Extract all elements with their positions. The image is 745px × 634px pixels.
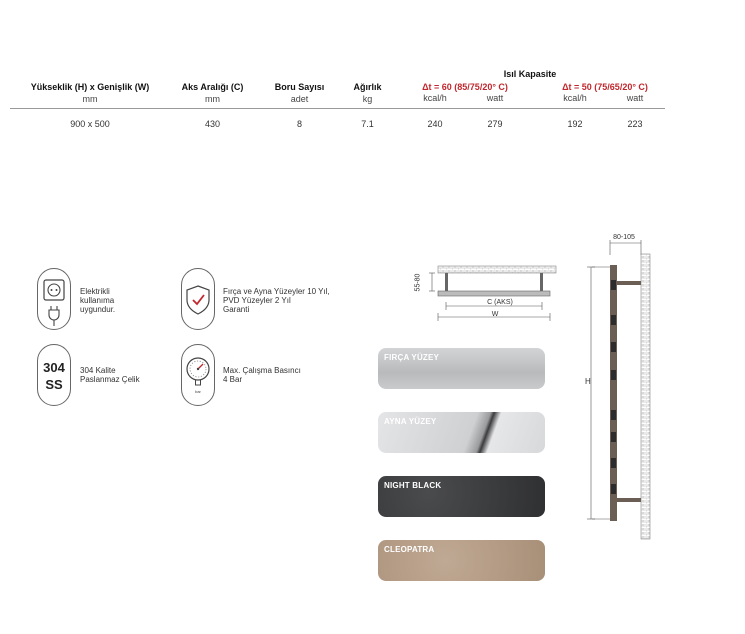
shield-check-icon: [181, 268, 215, 330]
dt50-kcal-unit: kcal/h: [563, 93, 587, 103]
cell-dt60-watt: 279: [487, 119, 503, 129]
feature-steel-text: 304 Kalite Paslanmaz Çelik: [80, 366, 140, 384]
dt60-watt-unit: watt: [486, 93, 504, 103]
finish-mirror-label: AYNA YÜZEY: [384, 417, 437, 426]
col-weight-header: Ağırlık: [353, 82, 382, 92]
dt50-header: Δt = 50 (75/65/20° C): [562, 82, 648, 92]
dim-axis-label: C (AKS): [487, 299, 513, 306]
gauge-unit-label: bar: [195, 389, 201, 394]
col-axis-unit: mm: [205, 94, 220, 104]
feature-pressure-text: Max. Çalışma Basıncı 4 Bar: [223, 366, 301, 384]
col-size-header: Yükseklik (H) x Genişlik (W): [30, 82, 150, 92]
cell-axis: 430: [204, 119, 221, 129]
finish-night-black-label: NIGHT BLACK: [384, 481, 442, 490]
finish-mirror[interactable]: [378, 412, 545, 453]
dim-depth: 80-105: [613, 234, 635, 241]
stainless-304-icon: [37, 344, 71, 406]
table-divider: [10, 108, 665, 109]
socket-icon: [37, 268, 71, 330]
top-view-drawing: [410, 262, 560, 332]
cell-weight: 7.1: [361, 119, 374, 129]
pressure-gauge-icon: [181, 344, 215, 406]
dt50-watt-unit: watt: [626, 93, 644, 103]
finish-cleopatra[interactable]: [378, 540, 545, 581]
col-axis-header: Aks Aralığı (C): [181, 82, 244, 92]
col-weight-unit: kg: [362, 94, 373, 104]
cell-dt60-kcal: 240: [427, 119, 443, 129]
thermal-capacity-header: Isıl Kapasite: [503, 69, 557, 79]
cell-dt50-watt: 223: [627, 119, 643, 129]
finish-brushed[interactable]: [378, 348, 545, 389]
dt60-header: Δt = 60 (85/75/20° C): [422, 82, 508, 92]
feature-electric-text: Elektrikli kullanıma uygundur.: [80, 287, 116, 314]
finish-night-black[interactable]: [378, 476, 545, 517]
finish-cleopatra-label: CLEOPATRA: [384, 545, 435, 554]
dim-height: H: [585, 377, 591, 386]
feature-warranty-text: Fırça ve Ayna Yüzeyler 10 Yıl, PVD Yüzeyler 2 Yıl Garanti: [223, 287, 330, 314]
cell-pipes: 8: [296, 119, 302, 129]
col-pipes-header: Boru Sayısı: [274, 82, 325, 92]
finish-brushed-label: FIRÇA YÜZEY: [384, 353, 440, 362]
cell-dt50-kcal: 192: [567, 119, 583, 129]
col-pipes-unit: adet: [290, 94, 309, 104]
dim-offset: 55-80: [414, 273, 422, 292]
badge-304: 304: [43, 360, 65, 375]
badge-ss: SS: [45, 377, 63, 392]
col-size-unit: mm: [82, 94, 98, 104]
side-view-drawing: [580, 232, 660, 542]
dt60-kcal-unit: kcal/h: [423, 93, 447, 103]
dim-width-label: W: [491, 311, 499, 318]
cell-size: 900 x 500: [70, 119, 110, 129]
